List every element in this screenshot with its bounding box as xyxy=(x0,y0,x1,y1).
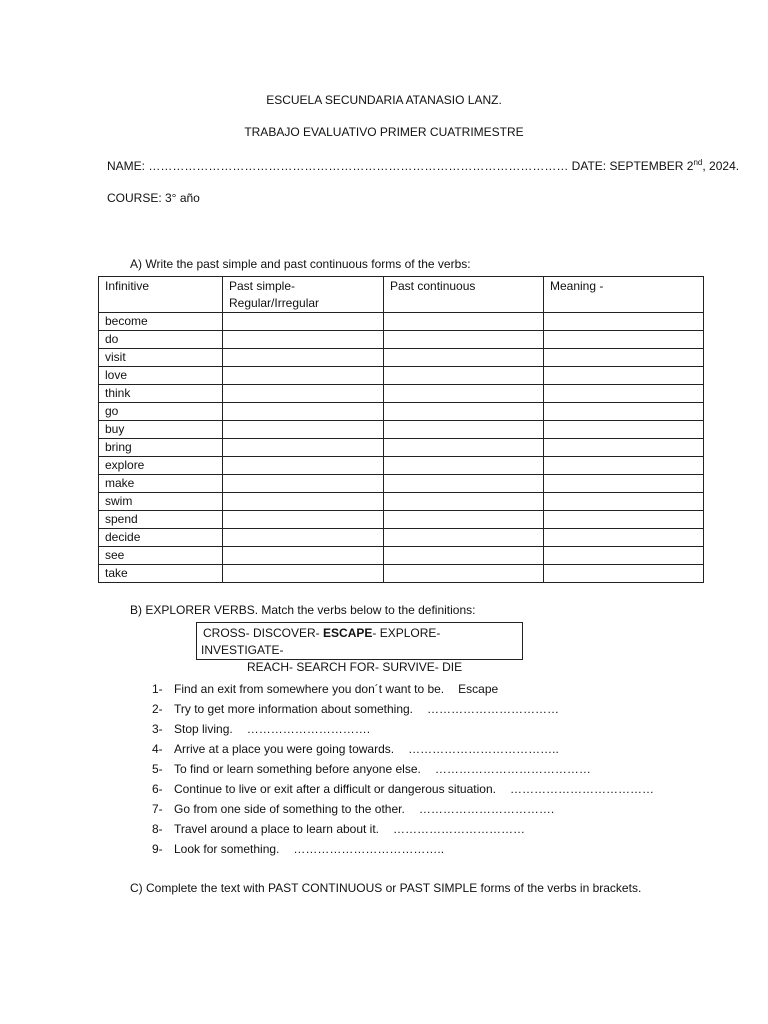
definition-text: Find an exit from somewhere you don´t want to be. xyxy=(174,682,445,696)
definition-answer[interactable]: …………………………. xyxy=(246,722,371,736)
definition-text: Stop living. xyxy=(174,722,233,736)
section-c-title: C) Complete the text with PAST CONTINUOUS or PAST SIMPLE forms of the verbs in brackets. xyxy=(130,881,642,895)
definition-number: 2- xyxy=(152,702,163,716)
answer-cell[interactable] xyxy=(223,349,384,367)
answer-cell[interactable] xyxy=(384,403,544,421)
answer-cell[interactable] xyxy=(384,313,544,331)
answer-cell[interactable] xyxy=(384,565,544,583)
verb-cell: become xyxy=(99,313,223,331)
answer-cell[interactable] xyxy=(384,367,544,385)
verb-cell: think xyxy=(99,385,223,403)
table-row xyxy=(99,403,704,421)
definition-answer[interactable]: ……………………………….. xyxy=(293,842,445,856)
definition-answer[interactable]: ………………………………… xyxy=(434,762,591,776)
definition-text: Travel around a place to learn about it. xyxy=(174,822,380,836)
table-row xyxy=(99,565,704,583)
verb-cell: make xyxy=(99,475,223,493)
definition-number: 7- xyxy=(152,802,163,816)
answer-cell[interactable] xyxy=(544,313,704,331)
definition-number: 4- xyxy=(152,742,163,756)
definition-item xyxy=(152,762,591,776)
verb-cell: spend xyxy=(99,511,223,529)
verb-cell: go xyxy=(99,403,223,421)
table-row xyxy=(99,385,704,403)
answer-cell[interactable] xyxy=(223,439,384,457)
course-line: COURSE: 3° año xyxy=(107,191,200,205)
table-row xyxy=(99,313,704,331)
answer-cell[interactable] xyxy=(223,331,384,349)
table-row xyxy=(99,475,704,493)
answer-cell[interactable] xyxy=(223,367,384,385)
answer-cell[interactable] xyxy=(384,475,544,493)
definition-item xyxy=(152,822,525,836)
verb-table-header xyxy=(99,277,704,313)
definition-number: 9- xyxy=(152,842,163,856)
answer-cell[interactable] xyxy=(544,385,704,403)
verb-table xyxy=(98,276,704,583)
table-row xyxy=(99,331,704,349)
answer-cell[interactable] xyxy=(223,475,384,493)
verb-cell: see xyxy=(99,547,223,565)
answer-cell[interactable] xyxy=(384,529,544,547)
definition-number: 6- xyxy=(152,782,163,796)
answer-cell[interactable] xyxy=(544,403,704,421)
word-box-line-2: REACH- SEARCH FOR- SURVIVE- DIE xyxy=(247,660,463,674)
definition-answer[interactable]: Escape xyxy=(458,682,499,696)
verb-cell: bring xyxy=(99,439,223,457)
definition-text: Continue to live or exit after a difficult or dangerous situation. xyxy=(174,782,496,796)
answer-cell[interactable] xyxy=(544,457,704,475)
verb-cell: swim xyxy=(99,493,223,511)
definition-answer[interactable]: ……………………………….. xyxy=(408,742,559,756)
verb-cell: buy xyxy=(99,421,223,439)
answer-cell[interactable] xyxy=(223,529,384,547)
definition-text: Go from one side of something to the other. xyxy=(174,802,405,816)
answer-cell[interactable] xyxy=(544,439,704,457)
definition-text: To find or learn something before anyone else. xyxy=(174,762,421,776)
answer-cell[interactable] xyxy=(544,475,704,493)
verb-word-box xyxy=(196,622,523,674)
answer-cell[interactable] xyxy=(223,313,384,331)
section-b-title: B) EXPLORER VERBS. Match the verbs below to the definitions: xyxy=(130,603,476,617)
word-box-text: CROSS- DISCOVER- xyxy=(203,626,324,640)
verb-cell: visit xyxy=(99,349,223,367)
answer-cell[interactable] xyxy=(223,547,384,565)
table-row xyxy=(99,511,704,529)
section-a-title: A) Write the past simple and past continuous forms of the verbs: xyxy=(130,257,471,271)
answer-cell[interactable] xyxy=(384,385,544,403)
definition-answer[interactable]: …………………………… xyxy=(393,822,526,836)
date-tail: , 2024. xyxy=(702,159,740,173)
word-box-line-1 xyxy=(201,625,518,659)
definition-item xyxy=(152,802,554,816)
answer-cell[interactable] xyxy=(544,529,704,547)
answer-cell[interactable] xyxy=(223,403,384,421)
answer-cell[interactable] xyxy=(223,493,384,511)
answer-cell[interactable] xyxy=(544,565,704,583)
column-header: Meaning - xyxy=(544,277,704,313)
answer-cell[interactable] xyxy=(223,511,384,529)
definition-item xyxy=(152,702,559,716)
answer-cell[interactable] xyxy=(384,349,544,367)
table-row xyxy=(99,421,704,439)
definition-item xyxy=(152,682,498,696)
worksheet-title: TRABAJO EVALUATIVO PRIMER CUATRIMESTRE xyxy=(244,125,524,139)
definition-item xyxy=(152,782,654,796)
word-box-text: - EXPLORE- INVESTIGATE- xyxy=(201,626,441,657)
definition-item xyxy=(152,722,370,736)
verb-table-body xyxy=(99,313,704,583)
table-row xyxy=(99,529,704,547)
word-box-bold-word: ESCAPE xyxy=(323,626,373,640)
definition-number: 5- xyxy=(152,762,163,776)
definition-item xyxy=(152,742,559,756)
table-row xyxy=(99,457,704,475)
answer-cell[interactable] xyxy=(384,511,544,529)
definition-answer[interactable]: ……………………………… xyxy=(509,782,654,796)
table-row xyxy=(99,439,704,457)
table-row xyxy=(99,493,704,511)
definition-text: Try to get more information about something. xyxy=(174,702,414,716)
table-row xyxy=(99,367,704,385)
answer-cell[interactable] xyxy=(384,547,544,565)
verb-cell: do xyxy=(99,331,223,349)
definition-number: 8- xyxy=(152,822,163,836)
name-date-line xyxy=(107,158,739,173)
answer-cell[interactable] xyxy=(223,457,384,475)
definition-text: Arrive at a place you were going towards. xyxy=(174,742,395,756)
answer-cell[interactable] xyxy=(544,331,704,349)
verb-cell: decide xyxy=(99,529,223,547)
column-header: Past continuous xyxy=(384,277,544,313)
answer-cell[interactable] xyxy=(223,565,384,583)
answer-cell[interactable] xyxy=(384,457,544,475)
answer-cell[interactable] xyxy=(544,511,704,529)
definition-answer[interactable]: …………………………… xyxy=(427,702,560,716)
answer-cell[interactable] xyxy=(384,331,544,349)
answer-cell[interactable] xyxy=(384,493,544,511)
answer-cell[interactable] xyxy=(223,421,384,439)
definition-number: 1- xyxy=(152,682,163,696)
table-row xyxy=(99,349,704,367)
name-date-text: NAME: …………………………………………………………………………………………… DATE: SEPTEMBER 2 xyxy=(107,159,694,173)
answer-cell[interactable] xyxy=(384,439,544,457)
definition-text: Look for something. xyxy=(174,842,280,856)
verb-cell: love xyxy=(99,367,223,385)
column-header: Infinitive xyxy=(99,277,223,313)
verb-cell: take xyxy=(99,565,223,583)
definition-answer[interactable]: ……………………………. xyxy=(418,802,555,816)
answer-cell[interactable] xyxy=(544,493,704,511)
definition-number: 3- xyxy=(152,722,163,736)
answer-cell[interactable] xyxy=(544,367,704,385)
table-row xyxy=(99,547,704,565)
verb-cell: explore xyxy=(99,457,223,475)
column-header: Past simple- Regular/Irregular xyxy=(223,277,384,313)
answer-cell[interactable] xyxy=(223,385,384,403)
date-superscript: nd xyxy=(693,158,703,167)
answer-cell[interactable] xyxy=(384,421,544,439)
answer-cell[interactable] xyxy=(544,547,704,565)
school-name: ESCUELA SECUNDARIA ATANASIO LANZ. xyxy=(266,93,502,107)
answer-cell[interactable] xyxy=(544,421,704,439)
answer-cell[interactable] xyxy=(544,349,704,367)
definition-item xyxy=(152,842,444,856)
